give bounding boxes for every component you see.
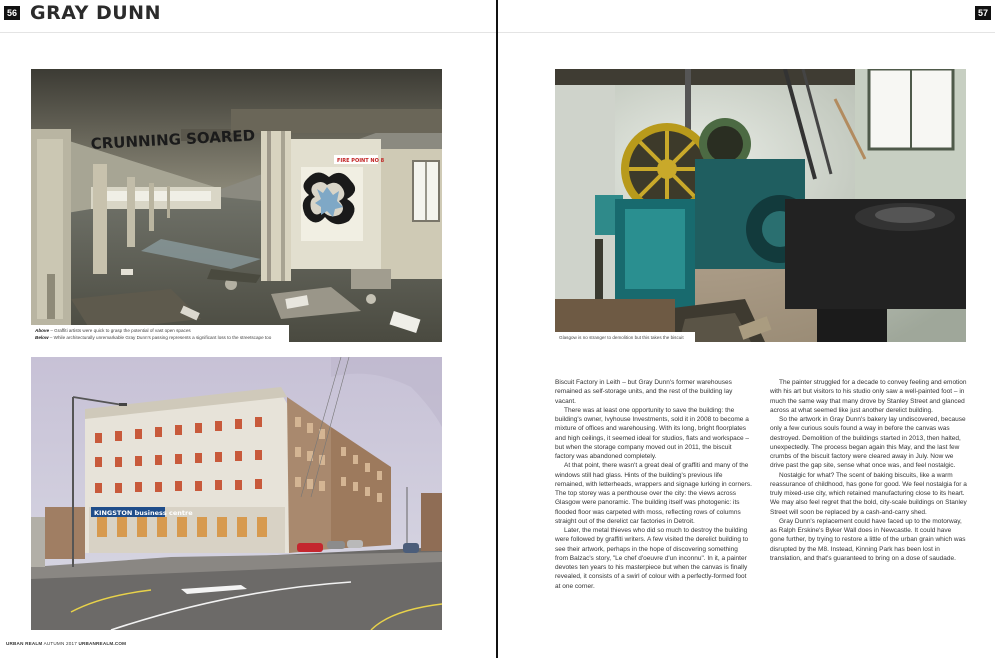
graffiti-tag-text: CRUNNING SOARED xyxy=(90,126,256,153)
caption-below-text: – While architecturally unremarkable Gray Dunn's passing represents a significant loss to the streetscape too xyxy=(48,335,272,340)
fire-point-sign-text: FIRE POINT NO 8 xyxy=(337,158,385,164)
caption-above-text: – Graffiti artists were quick to grasp the potential of vast open spaces xyxy=(49,328,191,333)
article-paragraph: Biscuit Factory in Leith – but Gray Dunn's former warehouses remained as self-storage units, and the rest of the building lay vacant. xyxy=(555,379,733,405)
caption-above-label: Above xyxy=(35,328,50,333)
caption-right-photo: Glasgow is no stranger to demolition but this takes the biscuit xyxy=(555,332,695,342)
article-column-2 xyxy=(770,378,967,563)
section-title: GRAY DUNN xyxy=(30,2,161,24)
photo-factory-interior xyxy=(31,69,442,342)
page-footer xyxy=(6,641,126,646)
photo-factory-machinery xyxy=(555,69,966,342)
page-gutter xyxy=(496,0,498,658)
interior-illustration xyxy=(31,69,442,342)
article-column-1 xyxy=(555,378,752,591)
article-paragraph: Gray Dunn's replacement could have faced up to the motorway, as Ralph Erskine's Byker Wall does in Newcastle. It could have gone further, by trying to restore a little of the urban grain which was disrupted by the M8. Instead, Kinning Park has been lost in translation, and that's guaranteed to bring on a dose of saudade. xyxy=(770,517,966,562)
caption-below-label: Below xyxy=(35,335,49,340)
header-rule-right xyxy=(498,32,995,33)
header-rule-left xyxy=(0,32,496,33)
article-paragraph: So the artwork in Gray Dunn's bakery lay undiscovered, because only a few curious souls found a way in before the canvas was destroyed. Demolition of the buildings started in 2013, then halted, unexpectedly. The process began again this May, and the last few crumbs of the biscuit factory were cleared away in July. Now we drive past the gap site, sense what once was, and feel nostalgic. xyxy=(770,416,966,470)
page-number-right: 57 xyxy=(975,6,991,20)
footer-issue: AUTUMN 2017 xyxy=(42,641,79,646)
photo-building-exterior xyxy=(31,357,442,630)
article-paragraph: At that point, there wasn't a great deal of graffiti and many of the windows still had glass. Hints of the building's previous life remained, with letterheads, wrappers and signage lurking in corners. The top storey was a penthouse over the city: the views across Glasgow were panoramic. The building itself was photogenic: its flooded floor was carpeted with moss, reflecting rows of columns straight out of the derelict car factories in Detroit. xyxy=(555,462,752,525)
article-paragraph: The painter struggled for a decade to convey feeling and emotion with his art but visitors to his studio only saw a well-painted foot – in much the same way that many drove by Stanley Street and glanced across at what seemed like just another derelict building. xyxy=(770,379,967,414)
article-paragraph: Later, the metal thieves who did so much to destroy the building were followed by graffiti writers. A few visited the derelict building to see their artwork, perhaps in the hope of discovering something from Balzac's story, "Le chef d'oeuvre d'un inconnu". In it, a painter devotes ten years to his masterpiece but when the canvas is finally revealed, it consists of a swirl of colour with a perfectly-formed foot at one corner. xyxy=(555,527,749,590)
footer-website: URBANREALM.COM xyxy=(78,641,127,646)
building-sign-text: KINGSTON business centre xyxy=(94,509,193,517)
footer-magazine-name: URBAN REALM xyxy=(6,641,43,646)
article-paragraph: Nostalgic for what? The scent of baking biscuits, like a warm reassurance of childhood, has gone for good. We feel nostalgia for a truly mixed-use city, which retained manufacturing close to its heart. We may also feel regret that the bold, city-scale buildings on Stanley Street will soon be replaced by a cash-and-carry shed. xyxy=(770,471,967,516)
machinery-illustration xyxy=(555,69,966,342)
article-paragraph: There was at least one opportunity to save the building: the building's owner, Ivyhouse Investments, sold it in 2008 to become a mixture of offices and warehousing. With its long, bright floorplates and high ceilings, it seemed ideal for studios, flats and workspace – but when the storage company moved out in 2011, the biscuit factory was abandoned completely. xyxy=(555,406,750,460)
exterior-illustration xyxy=(31,357,442,630)
page-number-left: 56 xyxy=(4,6,20,20)
caption-left-photos xyxy=(31,325,289,342)
